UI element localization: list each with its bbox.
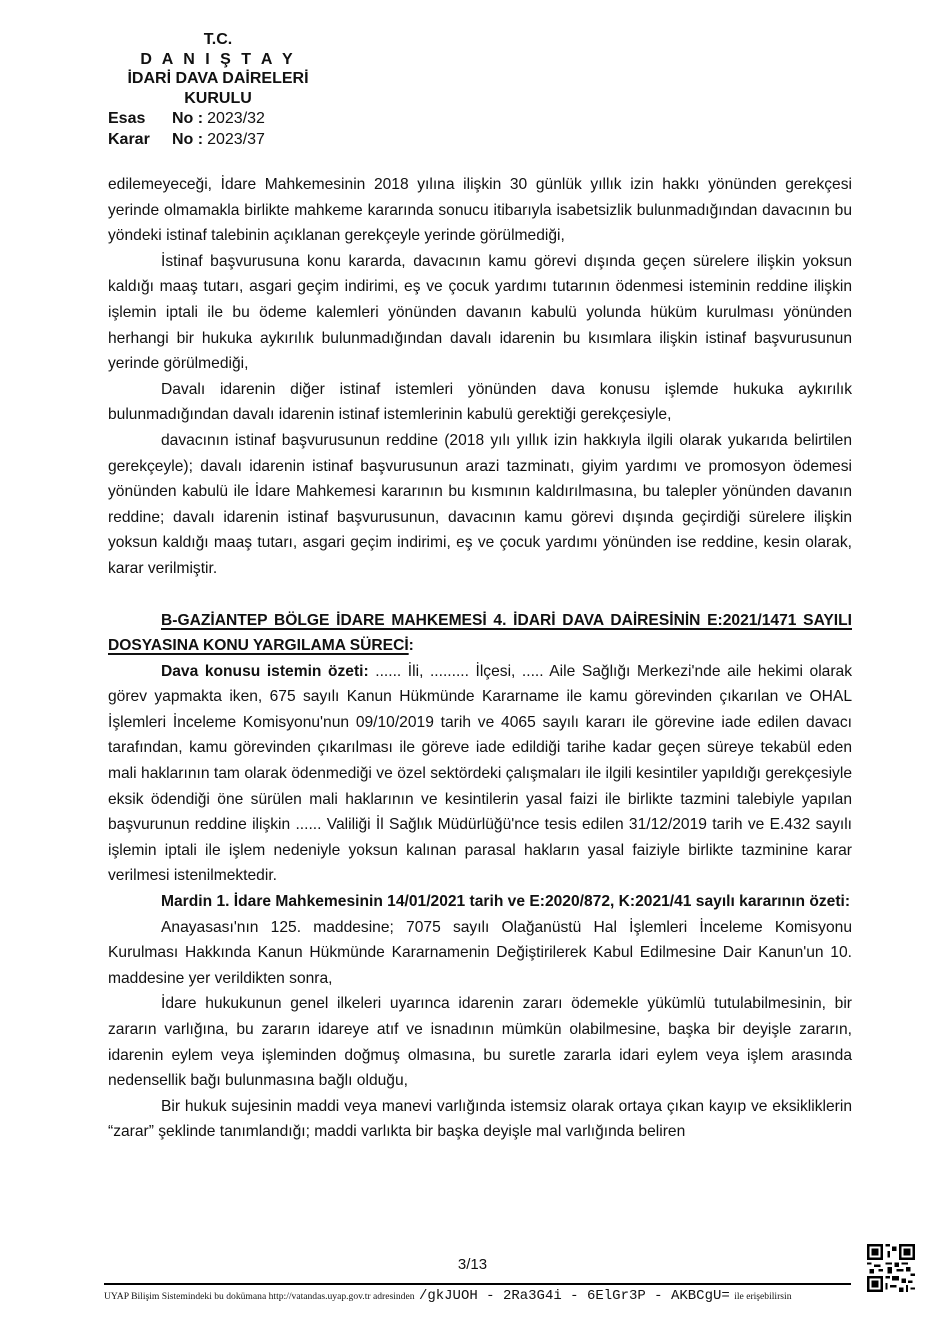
esas-value: 2023/32 bbox=[207, 110, 265, 127]
paragraph-dava-konusu bbox=[108, 659, 852, 889]
section-heading-text: B-GAZİANTEP BÖLGE İDARE MAHKEMESİ 4. İDARİ DAVA DAİRESİNİN E:2021/1471 SAYILI DOSYASINA KONU YARGILAMA SÜRECİ bbox=[108, 611, 852, 655]
paragraph-3: Davalı idarenin diğer istinaf istemleri yönünden dava konusu işlemde hukuka aykırılık bulunmadığından davalı idarenin istinaf istemlerinin kabulü gerektiği gerekçesiyle, bbox=[108, 380, 852, 424]
header-chamber: İDARİ DAVA DAİRELERİ bbox=[127, 70, 309, 87]
footer-verification-code: /gkJUOH - 2Ra3G4i - 6ElGr3P - AKBCgU= bbox=[418, 1288, 730, 1304]
footer-suffix: ile erişebilirsin bbox=[734, 1291, 792, 1302]
document-header bbox=[108, 30, 328, 150]
paragraph-4: davacının istinaf başvurusunun reddine (2018 yılı yıllık izin hakkıyla ilgili olarak yukarıda belirtilen gerekçeyle); davalı idarenin istinaf başvurusunun arazi tazminatı, giyim yardımı ve promosyon ödemesi yönünden kabulü ile İdare Mahkemesi kararının bu kısmının kaldırılmasına, bu talepler yönünden davanın reddine; davalı idarenin istinaf başvurusunun, davacının kamu görevi dışında geçirdiği sürelere ilişkin yoksun kaldığı maaş tutarı, asgari geçim indirimi, eş ve çocuk yardımı yönünden ise reddine, kesin olarak, karar verilmiştir. bbox=[108, 431, 852, 577]
dava-konusu-label: Dava konusu istemin özeti: bbox=[161, 662, 369, 680]
footer-verification bbox=[104, 1288, 864, 1304]
esas-number-row bbox=[108, 108, 328, 129]
section-heading-colon: : bbox=[408, 637, 414, 655]
footer-prefix: UYAP Bilişim Sistemindeki bu dokümana http://vatandas.uyap.gov.tr adresinden bbox=[104, 1291, 415, 1302]
footer-divider bbox=[104, 1283, 851, 1285]
qr-code-icon bbox=[867, 1244, 915, 1292]
section-heading bbox=[108, 608, 852, 659]
paragraph-7: Anayasası'nın 125. maddesine; 7075 sayılı Olağanüstü Hal İşlemleri İnceleme Komisyonu Kurulması Hakkında Kanun Hükmünde Kararnamenin Değiştirilerek Kabul Edilmesine Dair Kanun'un 10. maddesine yer verildikten sonra, bbox=[108, 918, 852, 987]
document-body bbox=[108, 172, 852, 1145]
paragraph-8: İdare hukukunun genel ilkeleri uyarınca idarenin zararı ödemekle yükümlü tutulabilmesinin, bir zararın varlığına, bu zararın idareye atıf ve isnadının mümkün olabilmesine, başka bir deyişle zararın, idarenin eylem veya işleminden doğmuş olmasına, bu suretle zararla idari eylem veya işlem arasında nedensellik bağı bulunmasına bağlı olduğu, bbox=[108, 995, 852, 1090]
karar-no-label: No : bbox=[172, 131, 204, 148]
paragraph-9: Bir hukuk sujesinin maddi veya manevi varlığında istemsiz olarak ortaya çıkan kayıp ve eksikliklerin “zarar” şeklinde tanımlandığı; maddi varlıkta bir başka deyişle mal varlığında beliren bbox=[108, 1097, 852, 1141]
esas-label: Esas bbox=[108, 110, 146, 127]
page-number: 3/13 bbox=[457, 1256, 488, 1273]
header-board: KURULU bbox=[184, 89, 252, 107]
esas-no-label: No : bbox=[172, 110, 204, 127]
paragraph-karar-ozeti-heading: Mardin 1. İdare Mahkemesinin 14/01/2021 tarih ve E:2020/872, K:2021/41 sayılı kararının özeti: bbox=[161, 893, 851, 911]
karar-number-row bbox=[108, 129, 328, 150]
karar-label: Karar bbox=[108, 131, 150, 148]
paragraph-2: İstinaf başvurusuna konu kararda, davacının kamu görevi dışında geçen sürelere ilişkin yoksun kaldığı maaş tutarı, asgari geçim indirimi, eş ve çocuk yardımı tutarının ödenmesi isteminin reddine ilişkin işlemin iptali ile bu ödeme kalemleri yönünden davanın kabulü yolunda hüküm kurulması yönünden herhangi bir hukuka aykırılık bulunmadığından davalı idarenin bu kısımlara ilişkin istinaf başvurusunun yerinde görülmediği, bbox=[108, 252, 852, 373]
header-tc: T.C. bbox=[203, 31, 233, 48]
header-danistay: D A N I Ş T A Y bbox=[140, 50, 296, 68]
karar-value: 2023/37 bbox=[207, 131, 265, 148]
dava-konusu-text: ...... İli, ......... İlçesi, ..... Aile Sağlığı Merkezi'nde aile hekimi olarak görev yapmakta iken, 675 sayılı Kanun Hükmünde Kararname ile kamu görevinden çıkarılan ve OHAL İşlemleri İnceleme Komisyonu'nun 09/10/2019 tarih ve 4065 sayılı kararı ile görevine iade edilen davacı tarafından, kamu görevinden çıkarılması ile göreve iade edildiği tarihe kadar geçen süreye tekabül eden mali haklarının tam olarak ödenmediği ve özel sektördeki çalışmaları ile ilgili kesintiler yapıldığı gerekçesiyle eksik ödendiği öne sürülen mali haklarının ve kesintilerin yasal faizi ile birlikte tazmini talebiyle yapılan başvurunun reddine ilişkin ...... Valiliği İl Sağlık Müdürlüğü'nce tesis edilen 31/12/2019 tarih ve E.432 sayılı işlemin iptali ile işlem nedeniyle yoksun kalınan parasal hakların yasal faiziyle birlikte tazminine karar verilmesi istenilmektedir. bbox=[108, 662, 852, 885]
paragraph-1: edilemeyeceği, İdare Mahkemesinin 2018 yılına ilişkin 30 günlük yıllık izin hakkı yönünden gerekçesi yerinde olmamakla birlikte mahkeme kararında sonucu itibarıyla isabetsizlik bulunmadığından davacının bu yöndeki istinaf talebinin açıklanan gerekçeyle yerinde görülmediği, bbox=[108, 176, 852, 245]
